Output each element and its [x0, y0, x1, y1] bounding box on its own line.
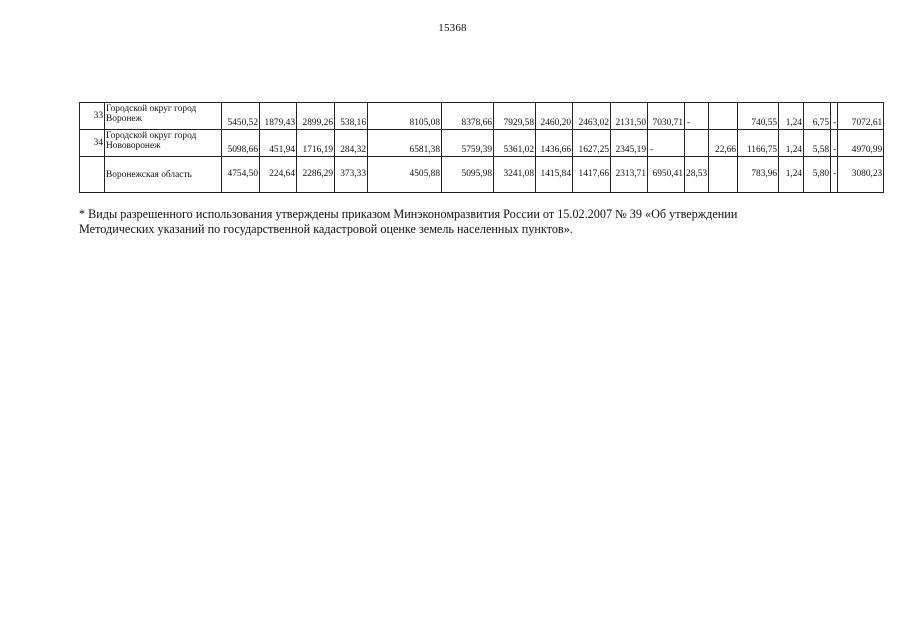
footnote [79, 207, 799, 237]
value-cell: 740,55 [738, 103, 779, 130]
value-cell [709, 157, 738, 193]
value-cell: 1,24 [779, 157, 804, 193]
value-cell: 1417,66 [573, 157, 611, 193]
territory-name-cell [105, 103, 222, 130]
footnote-line-2: Методических указаний по государственной кадастровой оценке земель населенных пунктов». [79, 222, 573, 236]
value-cell: 4754,50 [222, 157, 260, 193]
value-cell: 1,24 [779, 103, 804, 130]
value-cell: 7929,58 [494, 103, 536, 130]
value-cell: 7072,61 [838, 103, 884, 130]
row-number-cell [80, 157, 105, 193]
value-cell: - [831, 130, 838, 157]
value-cell: 5095,98 [442, 157, 494, 193]
value-cell: 1166,75 [738, 130, 779, 157]
row-number-cell: 34 [80, 130, 105, 157]
value-cell: 7030,71 [648, 103, 685, 130]
valuation-table [79, 102, 884, 193]
value-cell: 3241,08 [494, 157, 536, 193]
value-cell: 8105,08 [368, 103, 442, 130]
footnote-line-1: * Виды разрешенного использования утверждены приказом Минэкономразвития России от 15.02.2007 № 39 «Об утверждении [79, 207, 738, 221]
value-cell: 373,33 [335, 157, 368, 193]
value-cell: 284,32 [335, 130, 368, 157]
table-body [80, 103, 884, 193]
value-cell: 1,24 [779, 130, 804, 157]
page-number: 15368 [438, 22, 467, 34]
value-cell: 5361,02 [494, 130, 536, 157]
value-cell: 5,58 [804, 130, 831, 157]
value-cell: 5450,52 [222, 103, 260, 130]
valuation-table-wrapper [79, 102, 884, 193]
row-number-cell: 33 [80, 103, 105, 130]
value-cell: 2313,71 [611, 157, 648, 193]
value-cell: 2345,19 [611, 130, 648, 157]
value-cell: 8378,66 [442, 103, 494, 130]
territory-name-line-1: Воронежская область [106, 169, 192, 180]
value-cell: 5098,66 [222, 130, 260, 157]
value-cell: 5759,39 [442, 130, 494, 157]
territory-name-cell [105, 157, 222, 193]
value-cell: 1627,25 [573, 130, 611, 157]
value-cell: - [831, 103, 838, 130]
value-cell: - [685, 103, 709, 130]
value-cell: 538,16 [335, 103, 368, 130]
value-cell: 6,75 [804, 103, 831, 130]
territory-name-cell [105, 130, 222, 157]
value-cell: 451,94 [260, 130, 297, 157]
value-cell: 2286,29 [297, 157, 335, 193]
value-cell [685, 130, 709, 157]
value-cell: 1716,19 [297, 130, 335, 157]
value-cell: 2131,50 [611, 103, 648, 130]
territory-name-line-1: Городской округ город [106, 131, 197, 141]
table-row-total [80, 157, 884, 193]
value-cell: - [831, 157, 838, 193]
territory-name-line-2: Нововоронеж [106, 141, 161, 151]
table-row [80, 103, 884, 130]
value-cell: 224,64 [260, 157, 297, 193]
table-row [80, 130, 884, 157]
value-cell: 2460,20 [536, 103, 573, 130]
value-cell: 4505,88 [368, 157, 442, 193]
territory-name-line-2: Воронеж [106, 114, 142, 124]
value-cell: 28,53 [685, 157, 709, 193]
territory-name-line-1: Городской округ город [106, 104, 197, 114]
value-cell: 1436,66 [536, 130, 573, 157]
value-cell [709, 103, 738, 130]
value-cell: 2463,02 [573, 103, 611, 130]
value-cell: 4970,99 [838, 130, 884, 157]
value-cell: - [648, 130, 685, 157]
value-cell: 22,66 [709, 130, 738, 157]
value-cell: 1415,84 [536, 157, 573, 193]
value-cell: 5,80 [804, 157, 831, 193]
value-cell: 6581,38 [368, 130, 442, 157]
value-cell: 6950,41 [648, 157, 685, 193]
value-cell: 2899,26 [297, 103, 335, 130]
value-cell: 3080,23 [838, 157, 884, 193]
value-cell: 1879,43 [260, 103, 297, 130]
value-cell: 783,96 [738, 157, 779, 193]
